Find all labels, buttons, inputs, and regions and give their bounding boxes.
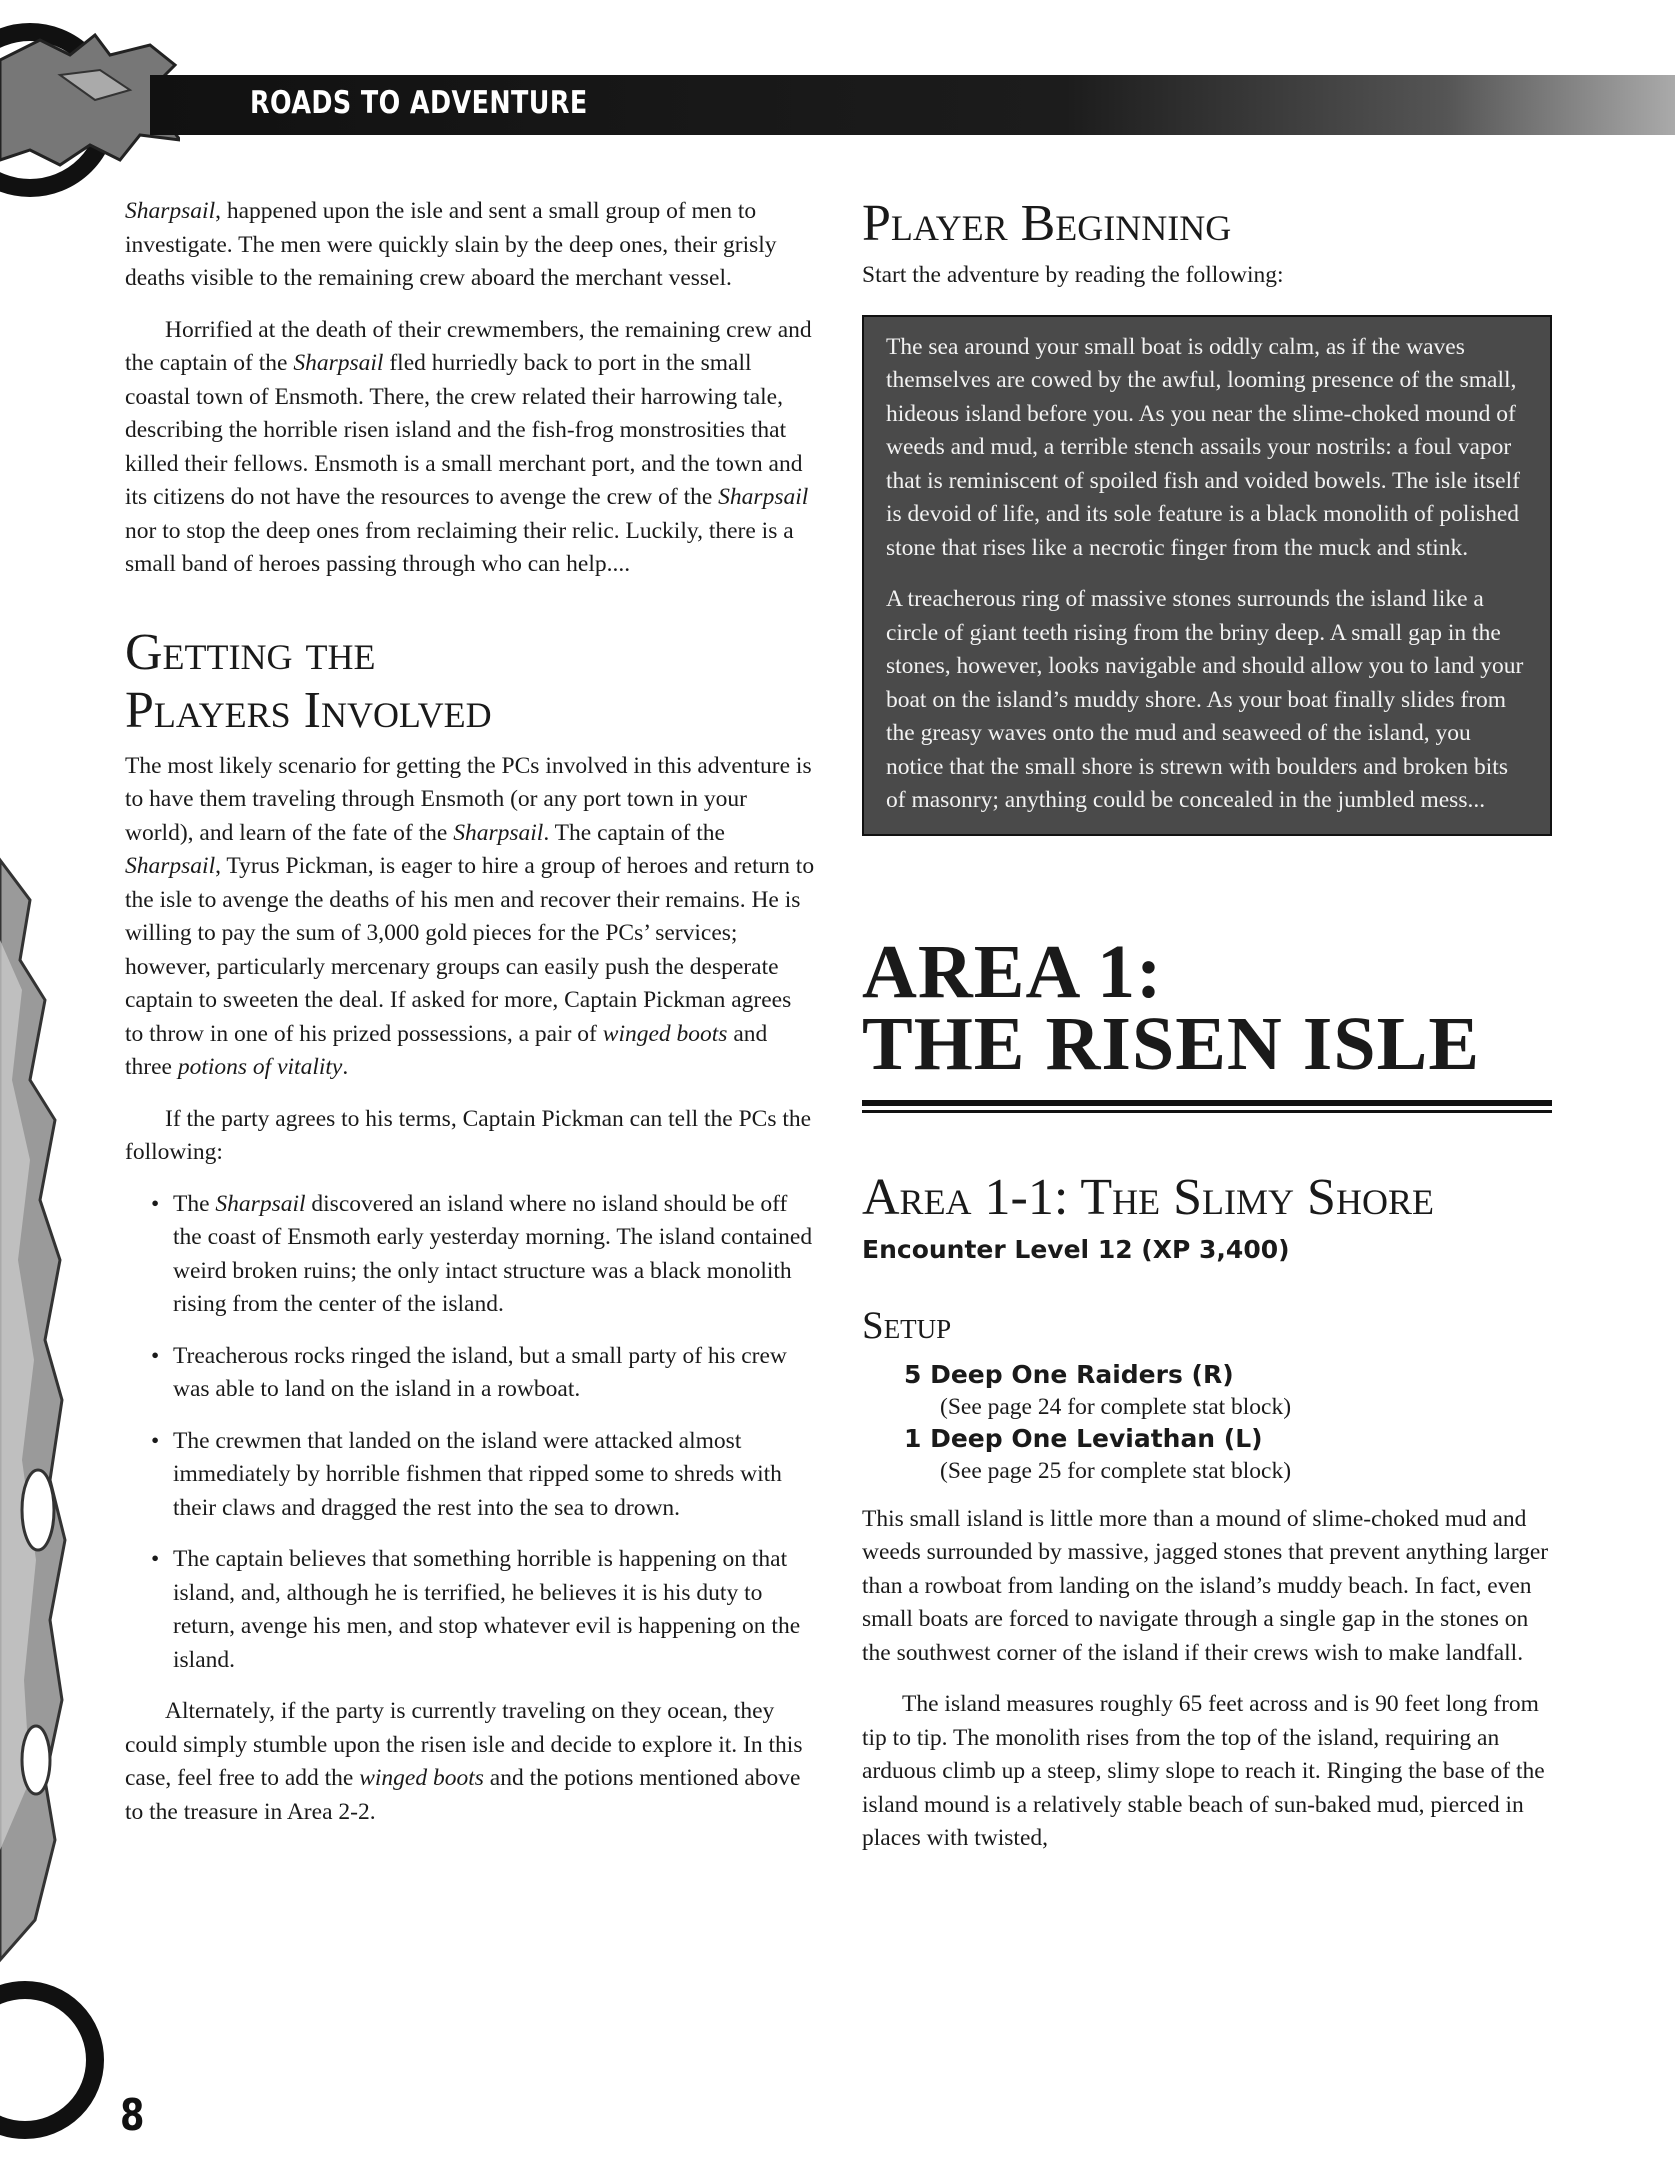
page-number: 8 [120, 2090, 145, 2141]
paragraph: Alternately, if the party is currently traveling on they ocean, they could simply stumble upon the risen isle and decide to explore it. In this case, feel free to add the winged boots and the potions mentioned above to the treasure in Area 2-2. [125, 1698, 803, 1825]
bullet-list [125, 1188, 815, 1678]
stat-block-name: 5 Deep One Raiders (R) [904, 1359, 1234, 1389]
list-item: • The crewmen that landed on the island were attacked almost immediately by horrible fishmen that ripped some to shreds with their claws and dragged the rest into the sea to drown. [173, 1425, 815, 1526]
encounter-level: Encounter Level 12 (XP 3,400) [862, 1234, 1290, 1264]
subarea-heading: Area 1-1: The Slimy Shore [862, 1168, 1434, 1226]
setup-heading: Setup [862, 1303, 952, 1347]
stat-block-name: 1 Deep One Leviathan (L) [904, 1423, 1263, 1453]
paragraph: Start the adventure by reading the following: [862, 262, 1284, 288]
right-column [862, 195, 1552, 1856]
stat-block-ref: (See page 25 for complete stat block) [940, 1457, 1292, 1484]
paragraph: This small island is little more than a mound of slime-choked mud and weeds surrounded by massive, jagged stones that prevent anything larger than a rowboat from landing on the island’s muddy beach. In fact, even small boats are forced to navigate through a single gap in the stones on the southwest corner of the island if their crews wish to make landfall. [862, 1505, 1549, 1666]
boxed-paragraph: The sea around your small boat is oddly calm, as if the waves themselves are cowed by the awful, looming presence of the small, hideous island before you. As you near the slime-choked mound of weeds and mud, a terrible stench assails your nostrils: a foul vapor that is reminiscent of spoiled fish and voided bowels. The isle itself is devoid of life, and its sole feature is a black monolith of polished stone that rises like a necrotic finger from the muck and stink. [886, 333, 1520, 561]
ring-decoration-bottom [0, 1990, 95, 2130]
area-title: AREA 1: THE RISEN ISLE [862, 929, 1481, 1086]
paragraph: The most likely scenario for getting the PCs involved in this adventure is to have them traveling through Ensmoth (or any port town in your world), and learn of the fate of the Sharpsail. The captain of the Sharpsail, Tyrus Pickman, is eager to hire a group of heroes and return to the isle to avenge the deaths of his men and recover their remains. He is willing to pay the sum of 3,000 gold pieces for the PCs’ services; however, particularly mercenary groups can easily push the desperate captain to sweeten the deal. If asked for more, Captain Pickman agrees to throw in one of his prized possessions, a pair of winged boots and three potions of vitality. [125, 752, 815, 1080]
paragraph: Horrified at the death of their crewmembers, the remaining crew and the captain of the Sharpsail fled hurriedly back to port in the small coastal town of Ensmoth. There, the crew related their harrowing tale, describing the horrible risen island and the fish-frog monstrosities that killed their fellows. Ensmoth is a small merchant port, and the town and its citizens do not have the resources to avenge the crew of the Sharpsail nor to stop the deep ones from reclaiming their relic. Luckily, there is a small band of heroes passing through who can help.... [125, 316, 812, 577]
list-item: • Treacherous rocks ringed the island, but a small party of his crew was able to land on the island in a rowboat. [173, 1340, 815, 1407]
stat-block-ref: (See page 24 for complete stat block) [940, 1393, 1292, 1420]
boxed-paragraph: A treacherous ring of massive stones surrounds the island like a circle of giant teeth rising from the briny deep. A small gap in the stones, however, looks navigable and should allow you to land your boat on the island’s muddy shore. As your boat finally slides from the greasy waves onto the mud and seaweed of the island, you notice that the small shore is strewn with boulders and broken bits of masonry; anything could be concealed in the jumbled mess... [886, 586, 1524, 813]
paragraph: The island measures roughly 65 feet across and is 90 feet long from tip to tip. The monolith rises from the top of the island, requiring an arduous climb up a steep, slimy slope to reach it. Ringing the base of the island mound is a relatively stable beach of sun-baked mud, pierced in places with twisted, [862, 1691, 1545, 1851]
section-heading: Player Beginning [862, 195, 1232, 252]
left-column [125, 195, 815, 1829]
read-aloud-box [862, 315, 1552, 836]
list-item: • The captain believes that something horrible is happening on that island, and, although he is terrified, he believes it is his duty to return, avenge his men, and stop whatever evil is happening on the island. [173, 1543, 815, 1677]
list-item: • The Sharpsail discovered an island where no island should be off the coast of Ensmoth early yesterday morning. The island contained weird broken ruins; the only intact structure was a black monolith rising from the center of the island. [173, 1188, 815, 1322]
title-rule [862, 1100, 1552, 1106]
section-heading: Getting the Players Involved [125, 623, 492, 739]
running-header: ROADS TO ADVENTURE [250, 85, 588, 121]
paragraph: Sharpsail, happened upon the isle and sent a small group of men to investigate. The men were quickly slain by the deep ones, their grisly deaths visible to the remaining crew aboard the merchant vessel. [125, 198, 777, 291]
paragraph: If the party agrees to his terms, Captain Pickman can tell the PCs the following: [125, 1105, 812, 1165]
